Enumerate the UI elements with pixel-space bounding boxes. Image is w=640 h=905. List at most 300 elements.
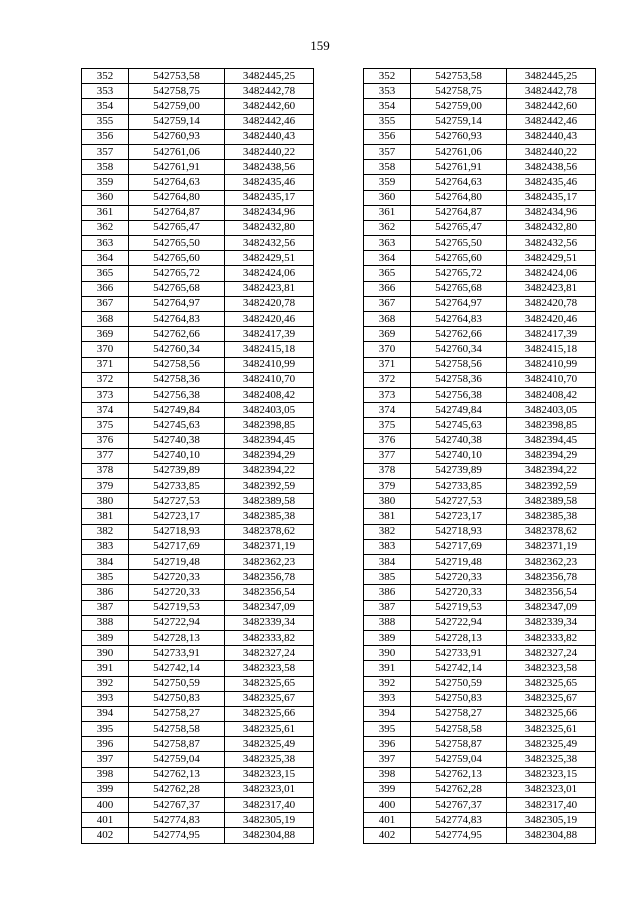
x-coordinate-cell: 542764,83 (129, 312, 225, 327)
x-coordinate-cell: 542719,48 (129, 555, 225, 570)
x-coordinate-cell: 542753,58 (411, 69, 507, 84)
y-coordinate-cell: 3482325,66 (507, 706, 596, 721)
column-gap (314, 585, 364, 600)
y-coordinate-cell: 3482325,38 (225, 752, 314, 767)
point-number-cell: 383 (82, 539, 129, 554)
x-coordinate-cell: 542764,97 (129, 296, 225, 311)
column-gap (314, 555, 364, 570)
point-number-cell: 402 (82, 828, 129, 843)
y-coordinate-cell: 3482403,05 (507, 403, 596, 418)
column-gap (314, 266, 364, 281)
x-coordinate-cell: 542740,10 (129, 448, 225, 463)
point-number-cell: 378 (82, 463, 129, 478)
point-number-cell: 374 (82, 403, 129, 418)
point-number-cell: 368 (82, 312, 129, 327)
x-coordinate-cell: 542764,80 (411, 190, 507, 205)
table-row (82, 372, 596, 387)
y-coordinate-cell: 3482304,88 (507, 828, 596, 843)
point-number-cell: 397 (364, 752, 411, 767)
page-number: 159 (310, 38, 330, 53)
x-coordinate-cell: 542722,94 (411, 615, 507, 630)
y-coordinate-cell: 3482323,58 (225, 661, 314, 676)
point-number-cell: 370 (82, 342, 129, 357)
x-coordinate-cell: 542759,04 (411, 752, 507, 767)
column-gap (314, 99, 364, 114)
point-number-cell: 364 (364, 251, 411, 266)
x-coordinate-cell: 542758,58 (411, 722, 507, 737)
y-coordinate-cell: 3482415,18 (225, 342, 314, 357)
column-gap (314, 251, 364, 266)
y-coordinate-cell: 3482325,49 (225, 737, 314, 752)
x-coordinate-cell: 542758,87 (411, 737, 507, 752)
x-coordinate-cell: 542758,36 (129, 372, 225, 387)
y-coordinate-cell: 3482323,01 (507, 782, 596, 797)
y-coordinate-cell: 3482432,80 (225, 220, 314, 235)
x-coordinate-cell: 542728,13 (129, 630, 225, 645)
y-coordinate-cell: 3482325,67 (225, 691, 314, 706)
point-number-cell: 356 (364, 129, 411, 144)
point-number-cell: 389 (82, 630, 129, 645)
table-row (82, 129, 596, 144)
table-row (82, 782, 596, 797)
table-row (82, 433, 596, 448)
x-coordinate-cell: 542739,89 (129, 463, 225, 478)
x-coordinate-cell: 542719,48 (411, 555, 507, 570)
point-number-cell: 394 (364, 706, 411, 721)
x-coordinate-cell: 542762,13 (411, 767, 507, 782)
y-coordinate-cell: 3482325,61 (225, 722, 314, 737)
column-gap (314, 798, 364, 813)
x-coordinate-cell: 542765,50 (411, 236, 507, 251)
y-coordinate-cell: 3482347,09 (507, 600, 596, 615)
point-number-cell: 378 (364, 463, 411, 478)
x-coordinate-cell: 542758,27 (129, 706, 225, 721)
column-gap (314, 357, 364, 372)
table-row (82, 798, 596, 813)
x-coordinate-cell: 542720,33 (129, 585, 225, 600)
table-row (82, 69, 596, 84)
x-coordinate-cell: 542720,33 (411, 585, 507, 600)
table-row (82, 387, 596, 402)
column-gap (314, 205, 364, 220)
x-coordinate-cell: 542745,63 (129, 418, 225, 433)
table-row (82, 570, 596, 585)
point-number-cell: 365 (82, 266, 129, 281)
point-number-cell: 364 (82, 251, 129, 266)
x-coordinate-cell: 542740,10 (411, 448, 507, 463)
point-number-cell: 380 (82, 494, 129, 509)
y-coordinate-cell: 3482423,81 (225, 281, 314, 296)
y-coordinate-cell: 3482442,60 (225, 99, 314, 114)
point-number-cell: 392 (364, 676, 411, 691)
table-row (82, 251, 596, 266)
column-gap (314, 813, 364, 828)
column-gap (314, 767, 364, 782)
table-row (82, 463, 596, 478)
column-gap (314, 129, 364, 144)
x-coordinate-cell: 542765,60 (129, 251, 225, 266)
column-gap (314, 342, 364, 357)
column-gap (314, 69, 364, 84)
y-coordinate-cell: 3482415,18 (507, 342, 596, 357)
point-number-cell: 376 (82, 433, 129, 448)
x-coordinate-cell: 542760,93 (129, 129, 225, 144)
column-gap (314, 281, 364, 296)
y-coordinate-cell: 3482435,46 (507, 175, 596, 190)
column-gap (314, 661, 364, 676)
x-coordinate-cell: 542764,63 (129, 175, 225, 190)
y-coordinate-cell: 3482438,56 (507, 160, 596, 175)
x-coordinate-cell: 542764,87 (129, 205, 225, 220)
y-coordinate-cell: 3482323,58 (507, 661, 596, 676)
x-coordinate-cell: 542767,37 (129, 798, 225, 813)
point-number-cell: 389 (364, 630, 411, 645)
point-number-cell: 395 (364, 722, 411, 737)
point-number-cell: 373 (364, 387, 411, 402)
table-row (82, 630, 596, 645)
point-number-cell: 357 (364, 144, 411, 159)
table-row (82, 236, 596, 251)
y-coordinate-cell: 3482435,17 (507, 190, 596, 205)
point-number-cell: 352 (364, 69, 411, 84)
y-coordinate-cell: 3482394,22 (507, 463, 596, 478)
x-coordinate-cell: 542733,91 (411, 646, 507, 661)
point-number-cell: 355 (364, 114, 411, 129)
x-coordinate-cell: 542759,14 (129, 114, 225, 129)
point-number-cell: 372 (364, 372, 411, 387)
y-coordinate-cell: 3482394,45 (507, 433, 596, 448)
y-coordinate-cell: 3482385,38 (507, 509, 596, 524)
x-coordinate-cell: 542740,38 (129, 433, 225, 448)
y-coordinate-cell: 3482435,46 (225, 175, 314, 190)
x-coordinate-cell: 542762,66 (411, 327, 507, 342)
table-row (82, 190, 596, 205)
point-number-cell: 385 (82, 570, 129, 585)
y-coordinate-cell: 3482420,46 (507, 312, 596, 327)
y-coordinate-cell: 3482394,45 (225, 433, 314, 448)
y-coordinate-cell: 3482339,34 (507, 615, 596, 630)
y-coordinate-cell: 3482424,06 (507, 266, 596, 281)
point-number-cell: 393 (364, 691, 411, 706)
y-coordinate-cell: 3482325,65 (507, 676, 596, 691)
x-coordinate-cell: 542758,56 (411, 357, 507, 372)
table-row (82, 448, 596, 463)
x-coordinate-cell: 542758,75 (411, 84, 507, 99)
y-coordinate-cell: 3482440,43 (507, 129, 596, 144)
table-row (82, 646, 596, 661)
y-coordinate-cell: 3482371,19 (507, 539, 596, 554)
x-coordinate-cell: 542762,66 (129, 327, 225, 342)
y-coordinate-cell: 3482325,61 (507, 722, 596, 737)
y-coordinate-cell: 3482394,22 (225, 463, 314, 478)
x-coordinate-cell: 542774,95 (411, 828, 507, 843)
y-coordinate-cell: 3482435,17 (225, 190, 314, 205)
x-coordinate-cell: 542765,60 (411, 251, 507, 266)
point-number-cell: 401 (82, 813, 129, 828)
x-coordinate-cell: 542761,06 (411, 144, 507, 159)
y-coordinate-cell: 3482417,39 (225, 327, 314, 342)
x-coordinate-cell: 542758,58 (129, 722, 225, 737)
column-gap (314, 524, 364, 539)
point-number-cell: 374 (364, 403, 411, 418)
point-number-cell: 383 (364, 539, 411, 554)
table-row (82, 555, 596, 570)
x-coordinate-cell: 542767,37 (411, 798, 507, 813)
x-coordinate-cell: 542760,93 (411, 129, 507, 144)
column-gap (314, 615, 364, 630)
table-row (82, 615, 596, 630)
y-coordinate-cell: 3482378,62 (225, 524, 314, 539)
table-row (82, 676, 596, 691)
point-number-cell: 367 (82, 296, 129, 311)
y-coordinate-cell: 3482417,39 (507, 327, 596, 342)
point-number-cell: 353 (82, 84, 129, 99)
point-number-cell: 371 (364, 357, 411, 372)
x-coordinate-cell: 542742,14 (411, 661, 507, 676)
point-number-cell: 402 (364, 828, 411, 843)
column-gap (314, 387, 364, 402)
point-number-cell: 353 (364, 84, 411, 99)
point-number-cell: 398 (364, 767, 411, 782)
point-number-cell: 360 (82, 190, 129, 205)
y-coordinate-cell: 3482371,19 (225, 539, 314, 554)
x-coordinate-cell: 542765,72 (129, 266, 225, 281)
point-number-cell: 399 (364, 782, 411, 797)
y-coordinate-cell: 3482356,78 (225, 570, 314, 585)
point-number-cell: 361 (364, 205, 411, 220)
x-coordinate-cell: 542753,58 (129, 69, 225, 84)
column-gap (314, 630, 364, 645)
point-number-cell: 393 (82, 691, 129, 706)
point-number-cell: 384 (364, 555, 411, 570)
point-number-cell: 384 (82, 555, 129, 570)
table-row (82, 418, 596, 433)
point-number-cell: 372 (82, 372, 129, 387)
y-coordinate-cell: 3482317,40 (507, 798, 596, 813)
y-coordinate-cell: 3482325,67 (507, 691, 596, 706)
y-coordinate-cell: 3482333,82 (507, 630, 596, 645)
column-gap (314, 236, 364, 251)
table-row (82, 160, 596, 175)
y-coordinate-cell: 3482440,43 (225, 129, 314, 144)
x-coordinate-cell: 542750,59 (129, 676, 225, 691)
point-number-cell: 370 (364, 342, 411, 357)
x-coordinate-cell: 542761,91 (411, 160, 507, 175)
point-number-cell: 363 (82, 236, 129, 251)
column-gap (314, 372, 364, 387)
y-coordinate-cell: 3482392,59 (225, 479, 314, 494)
y-coordinate-cell: 3482394,29 (507, 448, 596, 463)
point-number-cell: 354 (82, 99, 129, 114)
point-number-cell: 400 (364, 798, 411, 813)
y-coordinate-cell: 3482327,24 (225, 646, 314, 661)
x-coordinate-cell: 542733,85 (411, 479, 507, 494)
point-number-cell: 392 (82, 676, 129, 691)
x-coordinate-cell: 542765,72 (411, 266, 507, 281)
x-coordinate-cell: 542718,93 (129, 524, 225, 539)
x-coordinate-cell: 542759,00 (129, 99, 225, 114)
column-gap (314, 494, 364, 509)
x-coordinate-cell: 542750,83 (129, 691, 225, 706)
y-coordinate-cell: 3482432,80 (507, 220, 596, 235)
x-coordinate-cell: 542745,63 (411, 418, 507, 433)
y-coordinate-cell: 3482420,78 (507, 296, 596, 311)
x-coordinate-cell: 542761,91 (129, 160, 225, 175)
point-number-cell: 371 (82, 357, 129, 372)
y-coordinate-cell: 3482356,54 (225, 585, 314, 600)
y-coordinate-cell: 3482389,58 (225, 494, 314, 509)
point-number-cell: 381 (82, 509, 129, 524)
point-number-cell: 362 (82, 220, 129, 235)
x-coordinate-cell: 542756,38 (411, 387, 507, 402)
y-coordinate-cell: 3482304,88 (225, 828, 314, 843)
table-row (82, 205, 596, 220)
column-gap (314, 782, 364, 797)
column-gap (314, 144, 364, 159)
point-number-cell: 360 (364, 190, 411, 205)
point-number-cell: 386 (364, 585, 411, 600)
point-number-cell: 369 (82, 327, 129, 342)
point-number-cell: 388 (82, 615, 129, 630)
y-coordinate-cell: 3482378,62 (507, 524, 596, 539)
y-coordinate-cell: 3482325,49 (507, 737, 596, 752)
table-row (82, 144, 596, 159)
y-coordinate-cell: 3482432,56 (507, 236, 596, 251)
point-number-cell: 381 (364, 509, 411, 524)
point-number-cell: 379 (364, 479, 411, 494)
x-coordinate-cell: 542765,68 (129, 281, 225, 296)
y-coordinate-cell: 3482410,99 (225, 357, 314, 372)
x-coordinate-cell: 542739,89 (411, 463, 507, 478)
x-coordinate-cell: 542760,34 (411, 342, 507, 357)
column-gap (314, 676, 364, 691)
y-coordinate-cell: 3482410,70 (225, 372, 314, 387)
y-coordinate-cell: 3482323,01 (225, 782, 314, 797)
point-number-cell: 391 (82, 661, 129, 676)
table-row (82, 175, 596, 190)
point-number-cell: 358 (82, 160, 129, 175)
point-number-cell: 361 (82, 205, 129, 220)
x-coordinate-cell: 542774,83 (411, 813, 507, 828)
y-coordinate-cell: 3482429,51 (507, 251, 596, 266)
y-coordinate-cell: 3482440,22 (507, 144, 596, 159)
point-number-cell: 362 (364, 220, 411, 235)
point-number-cell: 390 (364, 646, 411, 661)
column-gap (314, 190, 364, 205)
point-number-cell: 395 (82, 722, 129, 737)
y-coordinate-cell: 3482356,54 (507, 585, 596, 600)
point-number-cell: 396 (364, 737, 411, 752)
y-coordinate-cell: 3482408,42 (507, 387, 596, 402)
point-number-cell: 386 (82, 585, 129, 600)
table-row (82, 403, 596, 418)
column-gap (314, 463, 364, 478)
point-number-cell: 399 (82, 782, 129, 797)
x-coordinate-cell: 542762,13 (129, 767, 225, 782)
table-row (82, 342, 596, 357)
x-coordinate-cell: 542722,94 (129, 615, 225, 630)
table-row (82, 661, 596, 676)
column-gap (314, 448, 364, 463)
y-coordinate-cell: 3482325,38 (507, 752, 596, 767)
y-coordinate-cell: 3482356,78 (507, 570, 596, 585)
x-coordinate-cell: 542742,14 (129, 661, 225, 676)
point-number-cell: 355 (82, 114, 129, 129)
point-number-cell: 363 (364, 236, 411, 251)
table-row (82, 722, 596, 737)
column-gap (314, 706, 364, 721)
table-row (82, 494, 596, 509)
y-coordinate-cell: 3482442,46 (225, 114, 314, 129)
x-coordinate-cell: 542717,69 (411, 539, 507, 554)
y-coordinate-cell: 3482440,22 (225, 144, 314, 159)
y-coordinate-cell: 3482410,70 (507, 372, 596, 387)
y-coordinate-cell: 3482424,06 (225, 266, 314, 281)
y-coordinate-cell: 3482392,59 (507, 479, 596, 494)
column-gap (314, 570, 364, 585)
point-number-cell: 388 (364, 615, 411, 630)
point-number-cell: 380 (364, 494, 411, 509)
column-gap (314, 433, 364, 448)
table-row (82, 737, 596, 752)
column-gap (314, 691, 364, 706)
y-coordinate-cell: 3482323,15 (507, 767, 596, 782)
y-coordinate-cell: 3482327,24 (507, 646, 596, 661)
column-gap (314, 327, 364, 342)
y-coordinate-cell: 3482445,25 (507, 69, 596, 84)
y-coordinate-cell: 3482333,82 (225, 630, 314, 645)
x-coordinate-cell: 542765,47 (411, 220, 507, 235)
column-gap (314, 752, 364, 767)
y-coordinate-cell: 3482394,29 (225, 448, 314, 463)
x-coordinate-cell: 542764,63 (411, 175, 507, 190)
x-coordinate-cell: 542733,85 (129, 479, 225, 494)
x-coordinate-cell: 542719,53 (129, 600, 225, 615)
y-coordinate-cell: 3482317,40 (225, 798, 314, 813)
y-coordinate-cell: 3482434,96 (225, 205, 314, 220)
point-number-cell: 382 (82, 524, 129, 539)
point-number-cell: 368 (364, 312, 411, 327)
y-coordinate-cell: 3482420,46 (225, 312, 314, 327)
y-coordinate-cell: 3482429,51 (225, 251, 314, 266)
x-coordinate-cell: 542762,28 (411, 782, 507, 797)
x-coordinate-cell: 542762,28 (129, 782, 225, 797)
column-gap (314, 403, 364, 418)
column-gap (314, 737, 364, 752)
x-coordinate-cell: 542723,17 (129, 509, 225, 524)
x-coordinate-cell: 542759,04 (129, 752, 225, 767)
x-coordinate-cell: 542717,69 (129, 539, 225, 554)
x-coordinate-cell: 542720,33 (129, 570, 225, 585)
x-coordinate-cell: 542718,93 (411, 524, 507, 539)
point-number-cell: 354 (364, 99, 411, 114)
y-coordinate-cell: 3482438,56 (225, 160, 314, 175)
table-row (82, 312, 596, 327)
table-row (82, 767, 596, 782)
column-gap (314, 175, 364, 190)
column-gap (314, 312, 364, 327)
point-number-cell: 377 (82, 448, 129, 463)
x-coordinate-cell: 542774,83 (129, 813, 225, 828)
column-gap (314, 114, 364, 129)
x-coordinate-cell: 542765,68 (411, 281, 507, 296)
column-gap (314, 600, 364, 615)
table-row (82, 752, 596, 767)
x-coordinate-cell: 542761,06 (129, 144, 225, 159)
y-coordinate-cell: 3482339,34 (225, 615, 314, 630)
point-number-cell: 358 (364, 160, 411, 175)
table-row (82, 99, 596, 114)
